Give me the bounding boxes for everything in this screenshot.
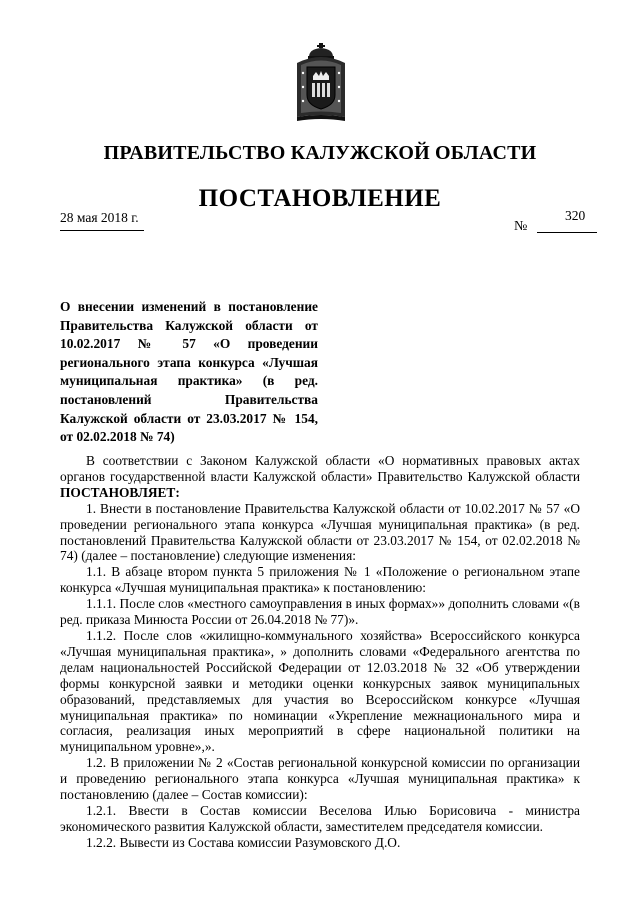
- number-sign: №: [514, 219, 528, 234]
- paragraph-1-1: 1.1. В абзаце втором пункта 5 приложения № 1 «Положение о региональном этапе конкурса «Лучшая муниципальная практика» к постановлению:: [60, 564, 580, 596]
- paragraph-1-1-1: 1.1.1. После слов «местного самоуправления в иных формах»» дополнить словами «(в ред. приказа Минюста России от 26.04.2018 № 77)».: [60, 596, 580, 628]
- document-date: 28 мая 2018 г.: [60, 210, 139, 225]
- paragraph-1: 1. Внести в постановление Правительства Калужской области от 10.02.2017 № 57 «О проведении регионального этапа конкурса «Лучшая муниципальная практика» (в ред. постановлений Правительства Калужской области от 23.03.2017 № 154, от 02.02.2018 № 74) (далее – постановление) следующие изменения:: [60, 500, 580, 564]
- intro-paragraph: [60, 453, 580, 501]
- number-field: [537, 208, 597, 233]
- paragraph-1-2-1: 1.2.1. Ввести в Состав комиссии Веселова Илью Борисовича - министра экономического развития Калужской области, заместителем председателя комиссии.: [60, 802, 580, 834]
- kaluga-coat-of-arms-icon: [295, 43, 347, 125]
- document-type-title: ПОСТАНОВЛЕНИЕ: [198, 185, 442, 212]
- paragraph-1-1-2: 1.1.2. После слов «жилищно-коммунального хозяйства» Всероссийского конкурса «Лучшая муниципальная практика», » дополнить словами «Федерального агентства по делам национальностей Российской Федерации от 12.03.2018 № 32 «Об утверждении формы конкурсной заявки и методики оценки конкурсных заявок муниципальных образований, представляемых для участия во Всероссийском конкурсе «Лучшая муниципальная практика» по номинации «Укрепление межнационального мира и согласия, реализация иных мероприятий в сфере национальной политики на муниципальном уровне»,».: [60, 627, 580, 755]
- intro-text: В соответствии с Законом Калужской области «О нормативных правовых актах органов государственной власти Калужской области» Правительство Калужской области: [60, 453, 580, 484]
- document-subject: О внесении изменений в постановление Правительства Калужской области от 10.02.2017 № 57 «О проведении регионального этапа конкурса «Лучшая муниципальная практика» (в ред. постановлений Правительства Калужской области от 23.03.2017 № 154, от 02.02.2018 № 74): [60, 299, 318, 445]
- decree-word: ПОСТАНОВЛЯЕТ:: [60, 484, 180, 500]
- date-field: [60, 210, 144, 231]
- document-body: [60, 453, 580, 851]
- government-title: ПРАВИТЕЛЬСТВО КАЛУЖСКОЙ ОБЛАСТИ: [103, 142, 537, 164]
- paragraph-1-2-2: 1.2.2. Вывести из Состава комиссии Разумовского Д.О.: [86, 834, 401, 850]
- paragraph-1-2: 1.2. В приложении № 2 «Состав региональной конкурсной комиссии по организации и проведению регионального этапа конкурса «Лучшая муниципальная практика» к постановлению (далее – Состав комиссии):: [60, 755, 580, 803]
- document-number: 320: [565, 208, 586, 223]
